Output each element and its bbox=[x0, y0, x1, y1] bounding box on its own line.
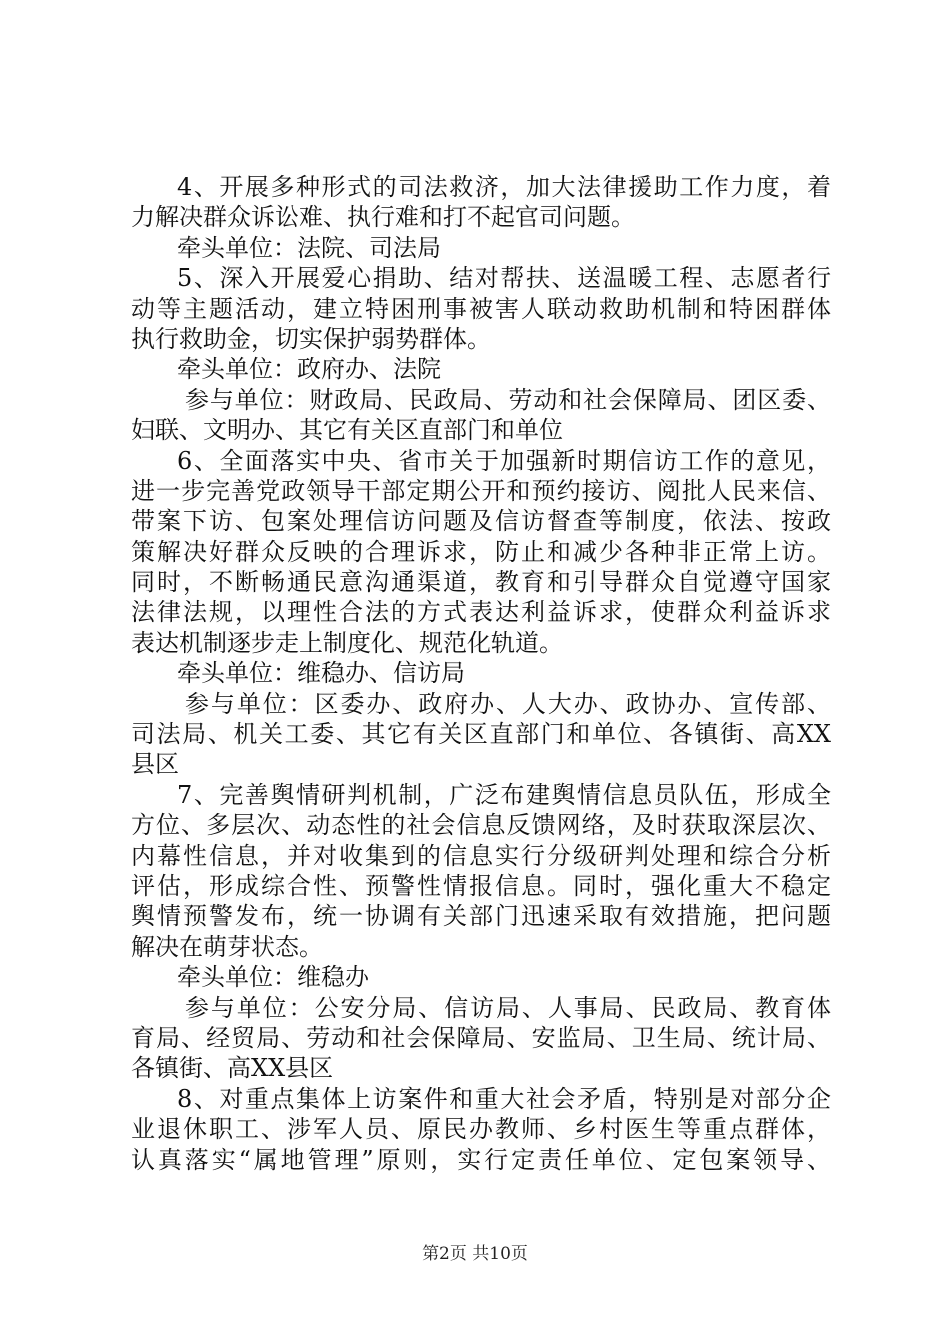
text-line: 执行救助金，切实保护弱势群体。 bbox=[131, 324, 491, 353]
text-line: 参与单位：区委办、政府办、人大办、政协办、宣传部、 bbox=[185, 689, 831, 718]
text-line: 方位、多层次、动态性的社会信息反馈网络，及时获取深层次、 bbox=[131, 811, 831, 840]
text-line: 参与单位：公安分局、信访局、人事局、民政局、教育体 bbox=[185, 993, 831, 1022]
text-line: 牵头单位：法院、司法局 bbox=[177, 233, 441, 262]
text-line: 4、开展多种形式的司法救济，加大法律援助工作力度，着 bbox=[177, 173, 831, 201]
text-line: 6、全面落实中央、省市关于加强新时期信访工作的意见， bbox=[177, 446, 831, 475]
text-line: 策解决好群众反映的合理诉求，防止和减少各种非正常上访。 bbox=[131, 537, 831, 566]
text-line: 带案下访、包案处理信访问题及信访督查等制度，依法、按政 bbox=[131, 507, 831, 536]
text-line: 8、对重点集体上访案件和重大社会矛盾，特别是对部分企 bbox=[177, 1084, 831, 1113]
text-line: 进一步完善党政领导干部定期公开和预约接访、阅批人民来信、 bbox=[131, 476, 831, 505]
text-line: 同时，不断畅通民意沟通渠道，教育和引导群众自觉遵守国家 bbox=[131, 568, 831, 597]
text-line: 牵头单位：维稳办 bbox=[177, 963, 369, 992]
text-line: 司法局、机关工委、其它有关区直部门和单位、各镇街、高XX bbox=[131, 720, 831, 749]
text-line: 评估，形成综合性、预警性情报信息。同时，强化重大不稳定 bbox=[131, 871, 831, 900]
text-line: 动等主题活动，建立特困刑事被害人联动救助机制和特困群体 bbox=[131, 294, 831, 323]
text-line: 力解决群众诉讼难、执行难和打不起官司问题。 bbox=[131, 203, 635, 232]
text-line: 妇联、文明办、其它有关区直部门和单位 bbox=[131, 416, 563, 445]
text-line: 表达机制逐步走上制度化、规范化轨道。 bbox=[131, 628, 563, 657]
text-line: 县区 bbox=[131, 750, 179, 779]
document-body bbox=[131, 172, 831, 1175]
text-line: 内幕性信息，并对收集到的信息实行分级研判处理和综合分析 bbox=[131, 841, 831, 870]
text-line: 业退休职工、涉军人员、原民办教师、乡村医生等重点群体， bbox=[131, 1115, 831, 1144]
text-line: 各镇街、高XX县区 bbox=[131, 1054, 334, 1083]
text-line: 7、完善舆情研判机制，广泛布建舆情信息员队伍，形成全 bbox=[177, 780, 831, 809]
page-footer: 第2页 共10页 bbox=[422, 1244, 528, 1264]
text-line: 解决在萌芽状态。 bbox=[131, 932, 323, 961]
text-line: 育局、经贸局、劳动和社会保障局、安监局、卫生局、统计局、 bbox=[131, 1023, 831, 1052]
text-line: 5、深入开展爱心捐助、结对帮扶、送温暖工程、志愿者行 bbox=[177, 264, 831, 293]
text-line: 舆情预警发布，统一协调有关部门迅速采取有效措施，把问题 bbox=[131, 902, 831, 931]
text-line: 认真落实“属地管理”原则，实行定责任单位、定包案领导、 bbox=[131, 1145, 831, 1174]
text-line: 参与单位：财政局、民政局、劳动和社会保障局、团区委、 bbox=[185, 385, 831, 414]
text-line: 法律法规，以理性合法的方式表达利益诉求，使群众利益诉求 bbox=[131, 598, 831, 627]
text-line: 牵头单位：政府办、法院 bbox=[177, 355, 441, 384]
text-line: 牵头单位：维稳办、信访局 bbox=[177, 659, 465, 688]
